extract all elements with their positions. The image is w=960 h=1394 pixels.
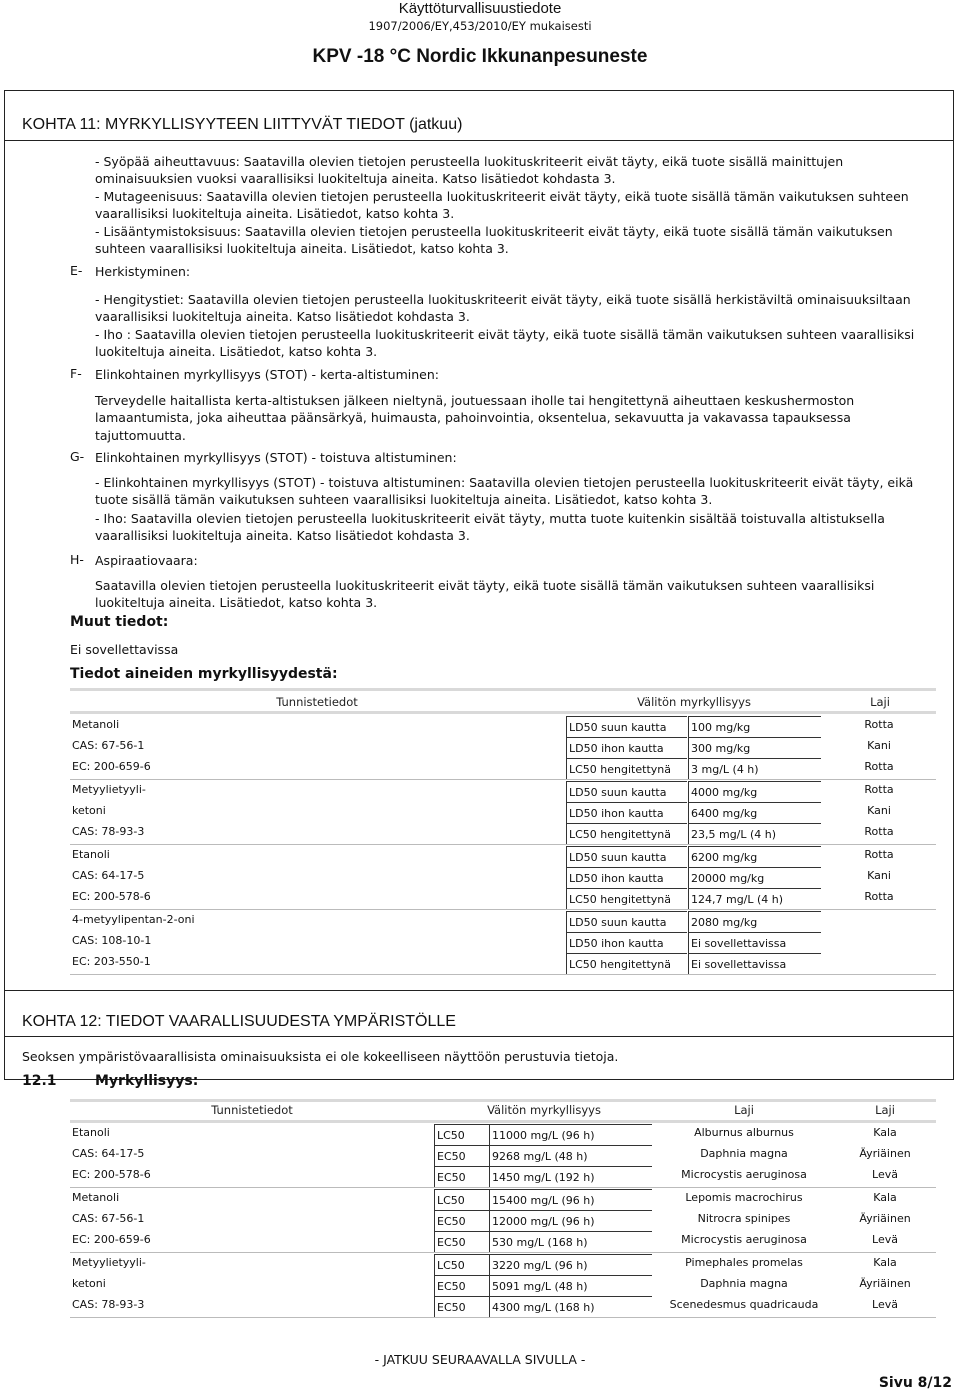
tox-value-cell: 100 mg/kg <box>688 716 821 737</box>
eco-header-ident: Tunnistetiedot <box>211 1103 293 1117</box>
tox-value-cell: 20000 mg/kg <box>688 867 821 888</box>
stot-repeated-text: - Elinkohtainen myrkyllisyys (STOT) - toistuva altistuminen: Saatavilla olevien tietojen perusteella luokituskriteerit eivät täyty, eikä tuote sisällä tämän vaikutuksen suhteen vaarallisiksi luokiteltuja aineita. Lisätiedot, katso kohta 3. <box>95 475 914 508</box>
eco-value-cell: 4300 mg/L (168 h) <box>489 1296 652 1317</box>
eco-header-species-name: Laji <box>734 1103 754 1117</box>
tox-ident-cell: CAS: 108-10-1 <box>72 934 152 947</box>
tox-value-cell: 300 mg/kg <box>688 737 821 758</box>
eco-endpoint-cell: LC50 <box>434 1124 489 1145</box>
eco-group-cell: Levä <box>872 1168 898 1181</box>
eco-ident-cell: CAS: 67-56-1 <box>72 1212 145 1225</box>
eco-species-cell: Scenedesmus quadricauda <box>669 1298 819 1311</box>
section-12-title-rule <box>4 1036 954 1037</box>
eco-ident-cell: Etanoli <box>72 1126 110 1139</box>
eco-species-cell: Daphnia magna <box>700 1277 788 1290</box>
tox-ident-cell: CAS: 67-56-1 <box>72 739 145 752</box>
tox-value-cell: Ei sovellettavissa <box>688 932 821 953</box>
tox-value-cell: 124,7 mg/L (4 h) <box>688 888 821 909</box>
eco-value-cell: 15400 mg/L (96 h) <box>489 1189 652 1210</box>
page-number: Sivu 8/12 <box>878 1375 952 1391</box>
tox-value-cell: 6200 mg/kg <box>688 846 821 867</box>
eco-ident-cell: CAS: 78-93-3 <box>72 1298 145 1311</box>
tox-route-cell: LD50 suun kautta <box>566 716 687 737</box>
eco-species-cell: Microcystis aeruginosa <box>681 1233 807 1246</box>
tox-ident-cell: EC: 200-578-6 <box>72 890 151 903</box>
tox-route-cell: LC50 hengitettynä <box>566 953 687 974</box>
eco-endpoint-cell: EC50 <box>434 1231 489 1252</box>
tox-route-cell: LC50 hengitettynä <box>566 758 687 779</box>
eco-group-cell: Kala <box>873 1126 897 1139</box>
eco-value-cell: 12000 mg/L (96 h) <box>489 1210 652 1231</box>
eco-endpoint-cell: EC50 <box>434 1296 489 1317</box>
product-name: KPV -18 °C Nordic Ikkunanpesuneste <box>312 46 648 67</box>
eco-group-cell: Levä <box>872 1298 898 1311</box>
tox-ident-cell: ketoni <box>72 804 106 817</box>
eco-species-cell: Microcystis aeruginosa <box>681 1168 807 1181</box>
section-f-letter: F- <box>70 366 82 381</box>
tox-table-header-band <box>70 711 936 714</box>
section-12-divider <box>4 990 954 991</box>
tox-ident-cell: Etanoli <box>72 848 110 861</box>
eco-group-separator <box>70 1317 936 1318</box>
eco-value-cell: 1450 mg/L (192 h) <box>489 1166 652 1187</box>
regulation-reference: 1907/2006/EY,453/2010/EY mukaisesti <box>368 19 592 33</box>
tox-route-cell: LD50 ihon kautta <box>566 932 687 953</box>
respiratory-sensitisation-text: - Hengitystiet: Saatavilla olevien tietojen perusteella luokituskriteerit eivät täyty, eikä tuote sisällä herkistäviltä ominaisuuksiltaan vaarallisiksi luokiteltuja aineita. Katso lisätiedot kohdasta 3. <box>95 292 911 325</box>
tox-group-separator <box>70 974 936 975</box>
tox-route-cell: LD50 suun kautta <box>566 781 687 802</box>
eco-ident-cell: CAS: 64-17-5 <box>72 1147 145 1160</box>
tox-species-cell: Rotta <box>864 760 894 773</box>
eco-value-cell: 5091 mg/L (48 h) <box>489 1275 652 1296</box>
tox-route-cell: LC50 hengitettynä <box>566 823 687 844</box>
tox-species-cell: Rotta <box>864 890 894 903</box>
tox-species-cell: Kani <box>867 739 891 752</box>
tox-route-cell: LD50 ihon kautta <box>566 867 687 888</box>
skin-sensitisation-text: - Iho : Saatavilla olevien tietojen perusteella luokituskriteerit eivät täyty, eikä tuote sisällä tämän vaikutuksen suhteen vaarallisiksi luokiteltuja aineita. Lisätiedot, katso kohta 3. <box>95 327 915 360</box>
eco-endpoint-cell: EC50 <box>434 1166 489 1187</box>
eco-group-cell: Levä <box>872 1233 898 1246</box>
tox-table-top-band <box>70 688 936 691</box>
eco-endpoint-cell: EC50 <box>434 1275 489 1296</box>
continues-notice: - JATKUU SEURAAVALLA SIVULLA - <box>374 1352 586 1367</box>
tox-group-separator <box>70 909 936 910</box>
eco-ident-cell: Metyylietyyli- <box>72 1256 146 1269</box>
carcinogenicity-text: - Syöpää aiheuttavuus: Saatavilla olevien tietojen perusteella luokituskriteerit eivät täyty, eikä tuote sisällä mainittujen ominaisuuksien vuoksi vaarallisiksi luokiteltuja aineita. Katso lisätiedot kohdasta 3. <box>95 154 844 187</box>
eco-species-cell: Daphnia magna <box>700 1147 788 1160</box>
section-12-title: KOHTA 12: TIEDOT VAARALLISUUDESTA YMPÄRISTÖLLE <box>22 1013 456 1030</box>
sensitisation-heading: Herkistyminen: <box>95 264 191 279</box>
eco-table-header-band <box>70 1120 936 1123</box>
eco-endpoint-cell: EC50 <box>434 1145 489 1166</box>
mutagenicity-text: - Mutageenisuus: Saatavilla olevien tietojen perusteella luokituskriteerit eivät täyty, eikä tuote sisällä tämän vaikutuksen suhteen vaarallisiksi luokiteltuja aineita. Lisätiedot, katso kohta 3. <box>95 189 909 222</box>
eco-value-cell: 3220 mg/L (96 h) <box>489 1254 652 1275</box>
document-type: Käyttöturvallisuustiedote <box>398 0 562 17</box>
tox-route-cell: LD50 ihon kautta <box>566 802 687 823</box>
tox-header-ident: Tunnistetiedot <box>276 695 358 709</box>
eco-endpoint-cell: EC50 <box>434 1210 489 1231</box>
tox-group-separator <box>70 779 936 780</box>
tox-route-cell: LD50 ihon kautta <box>566 737 687 758</box>
eco-value-cell: 530 mg/L (168 h) <box>489 1231 652 1252</box>
tox-ident-cell: EC: 200-659-6 <box>72 760 151 773</box>
eco-endpoint-cell: LC50 <box>434 1254 489 1275</box>
eco-group-separator <box>70 1187 936 1188</box>
tox-value-cell: 6400 mg/kg <box>688 802 821 823</box>
tox-species-cell: Rotta <box>864 783 894 796</box>
eco-group-cell: Kala <box>873 1256 897 1269</box>
eco-ident-cell: Metanoli <box>72 1191 120 1204</box>
eco-species-cell: Pimephales promelas <box>685 1256 803 1269</box>
eco-group-cell: Äyriäinen <box>859 1147 911 1160</box>
tox-route-cell: LD50 suun kautta <box>566 911 687 932</box>
eco-endpoint-cell: LC50 <box>434 1189 489 1210</box>
other-info-heading: Muut tiedot: <box>70 614 169 630</box>
tox-header-species: Laji <box>870 695 890 709</box>
tox-value-cell: 4000 mg/kg <box>688 781 821 802</box>
tox-route-cell: LC50 hengitettynä <box>566 888 687 909</box>
section-h-letter: H- <box>70 552 84 567</box>
tox-ident-cell: CAS: 78-93-3 <box>72 825 145 838</box>
tox-species-cell: Rotta <box>864 825 894 838</box>
tox-value-cell: Ei sovellettavissa <box>688 953 821 974</box>
eco-ident-cell: ketoni <box>72 1277 106 1290</box>
tox-ident-cell: Metyylietyyli- <box>72 783 146 796</box>
stot-repeated-heading: Elinkohtainen myrkyllisyys (STOT) - toistuva altistuminen: <box>95 450 457 465</box>
section-11-title-rule <box>4 140 954 141</box>
eco-ident-cell: EC: 200-578-6 <box>72 1168 151 1181</box>
tox-value-cell: 2080 mg/kg <box>688 911 821 932</box>
reproductive-toxicity-text: - Lisääntymistoksisuus: Saatavilla olevien tietojen perusteella luokituskriteerit eivät täyty, eikä tuote sisällä tämän vaikutuksen suhteen vaarallisiksi luokiteltuja aineita. Lisätiedot, katso kohta 3. <box>95 224 893 257</box>
tox-ident-cell: EC: 203-550-1 <box>72 955 151 968</box>
eco-ident-cell: EC: 200-659-6 <box>72 1233 151 1246</box>
stot-single-heading: Elinkohtainen myrkyllisyys (STOT) - kerta-altistuminen: <box>95 367 439 382</box>
section-g-letter: G- <box>70 449 85 464</box>
tox-species-cell: Kani <box>867 804 891 817</box>
tox-species-cell: Rotta <box>864 718 894 731</box>
tox-route-cell: LD50 suun kautta <box>566 846 687 867</box>
tox-ident-cell: Metanoli <box>72 718 120 731</box>
eco-group-cell: Kala <box>873 1191 897 1204</box>
subsection-number: 12.1 <box>22 1073 57 1089</box>
subsection-title: Myrkyllisyys: <box>95 1073 199 1089</box>
section-e-letter: E- <box>70 263 83 278</box>
tox-group-separator <box>70 844 936 845</box>
tox-value-cell: 3 mg/L (4 h) <box>688 758 821 779</box>
eco-table-top-band <box>70 1099 936 1102</box>
stot-single-text: Terveydelle haitallista kerta-altistuksen jälkeen nieltynä, joutuessaan iholle tai hengitettynä aiheuttaen keskushermoston lamaantumista, joka aiheuttaa päänsärkyä, huimausta, pahoinvointia, oksentelua, sekavuutta ja vakavassa tapauksessa tajuttomuutta. <box>95 393 855 443</box>
eco-species-cell: Lepomis macrochirus <box>685 1191 803 1204</box>
tox-species-cell: Kani <box>867 869 891 882</box>
eco-value-cell: 11000 mg/L (96 h) <box>489 1124 652 1145</box>
section-11-title: KOHTA 11: MYRKYLLISYYTEEN LIITTYVÄT TIEDOT (jatkuu) <box>22 116 463 133</box>
tox-ident-cell: CAS: 64-17-5 <box>72 869 145 882</box>
eco-species-cell: Alburnus alburnus <box>694 1126 794 1139</box>
toxicity-table-heading: Tiedot aineiden myrkyllisyydestä: <box>70 666 338 682</box>
tox-header-acute: Välitön myrkyllisyys <box>637 695 751 709</box>
aspiration-heading: Aspiraatiovaara: <box>95 553 198 568</box>
tox-value-cell: 23,5 mg/L (4 h) <box>688 823 821 844</box>
tox-species-cell: Rotta <box>864 848 894 861</box>
eco-group-separator <box>70 1252 936 1253</box>
eco-group-cell: Äyriäinen <box>859 1277 911 1290</box>
eco-header-species-group: Laji <box>875 1103 895 1117</box>
stot-repeated-skin-text: - Iho: Saatavilla olevien tietojen perusteella luokituskriteerit eivät täyty, mutta tuote kuitenkin sisältää toistuvalla altistuksella vaarallisiksi luokiteltuja aineita. Katso lisätiedot kohdasta 3. <box>95 511 885 544</box>
tox-ident-cell: 4-metyylipentan-2-oni <box>72 913 195 926</box>
eco-value-cell: 9268 mg/L (48 h) <box>489 1145 652 1166</box>
eco-group-cell: Äyriäinen <box>859 1212 911 1225</box>
eco-species-cell: Nitrocra spinipes <box>697 1212 791 1225</box>
other-info-text: Ei sovellettavissa <box>70 642 179 657</box>
aspiration-text: Saatavilla olevien tietojen perusteella luokituskriteerit eivät täyty, eikä tuote sisällä tämän vaikutuksen suhteen vaarallisiksi luokiteltuja aineita. Lisätiedot, katso kohta 3. <box>95 578 875 611</box>
section-12-intro: Seoksen ympäristövaarallisista ominaisuuksista ei ole kokeelliseen näyttöön perustuvia tietoja. <box>22 1049 619 1064</box>
eco-header-acute: Välitön myrkyllisyys <box>487 1103 601 1117</box>
